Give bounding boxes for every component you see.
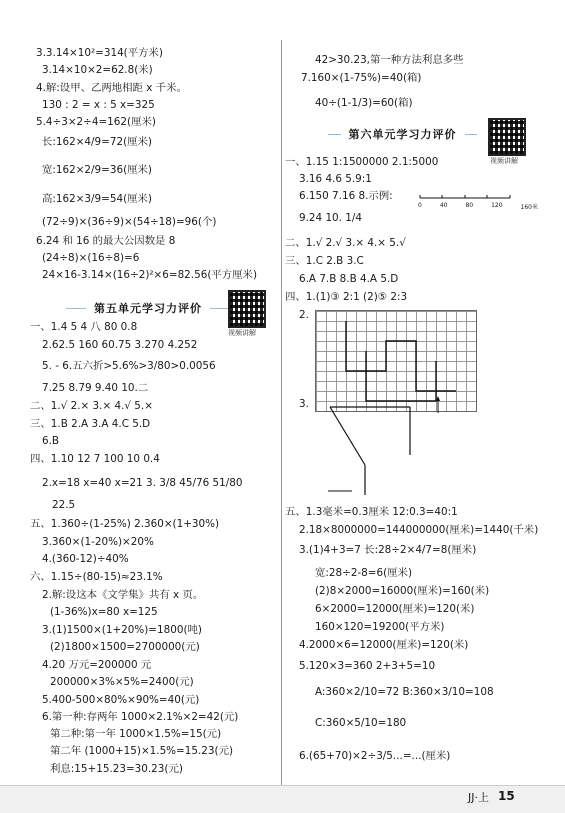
scale-bar [418,192,518,202]
text-line: 2.62.5 160 60.75 3.270 4.252 [42,339,198,351]
text-line: 6.150 7.16 8.示例: [299,190,393,202]
text-line: 200000×3%×5%=2400(元) [50,676,194,688]
text-line: 3.14×10×2=62.8(米) [42,64,153,76]
text-line: 一、1.15 1:1500000 2.1:5000 [285,156,439,168]
text-line: 5.4÷3×2÷4=162(厘米) [36,116,156,128]
text-line: 3.360×(1-20%)×20% [42,536,154,548]
text-line: 2. [299,309,309,321]
text-line: 7.25 8.79 9.40 10.二 [42,382,149,394]
text-line: A:360×2/10=72 B:360×3/10=108 [315,686,494,698]
text-line: (2)8×2000=16000(厘米)=160(米) [315,585,490,597]
text-line: (24÷8)×(16÷8)=6 [42,252,140,264]
text-line: 三、1.B 2.A 3.A 4.C 5.D [30,418,151,430]
text-line: 6.(65+70)×2÷3/5...=...(厘米) [299,750,451,762]
text-line: 4.20 万元=200000 元 [42,659,152,671]
text-line: 宽:162×2/9=36(厘米) [42,164,152,176]
text-line: 2.x=18 x=40 x=21 3. 3/8 45/76 51/80 [42,477,243,489]
text-line: 6×2000=12000(厘米)=120(米) [315,603,475,615]
section-title-unit6: 第六单元学习力评价 [320,123,485,145]
text-line: 160×120=19200(平方米) [315,621,445,633]
text-line: 长:162×4/9=72(厘米) [42,136,152,148]
text-line: 6.第一种:存两年 1000×2.1%×2=42(元) [42,711,239,723]
text-line: 3.3.14×10²=314(平方米) [36,47,163,59]
text-line: 四、1.10 12 7 100 10 0.4 [30,453,160,465]
text-line: 3.16 4.6 5.9:1 [299,173,372,185]
text-line: 2.解:设这本《文学集》共有 x 页。 [42,589,204,601]
text-line: 3.(1)4+3=7 长:28÷2×4/7=8(厘米) [299,544,477,556]
text-line: 40÷(1-1/3)=60(箱) [315,97,413,109]
text-line: 5.120×3=360 2+3+5=10 [299,660,436,672]
qr-code-icon [488,118,526,156]
qr-caption: 视频讲解 [490,157,518,165]
text-line: 24×16-3.14×(16÷2)²×6=82.56(平方厘米) [42,269,257,281]
page-mark: JJ·上 [468,791,489,804]
text-line: 3. [299,398,309,410]
text-line: (72÷9)×(36÷9)×(54÷18)=96(个) [42,216,217,228]
column-divider [281,40,282,785]
text-line: 三、1.C 2.B 3.C [285,255,364,267]
qr-caption: 视频讲解 [228,329,256,337]
text-line: 6.A 7.B 8.B 4.A 5.D [299,273,399,285]
text-line: 9.24 10. 1/4 [299,212,362,224]
text-line: 4.解:设甲、乙两地相距 x 千米。 [36,82,187,94]
text-line: 2.18×8000000=144000000(厘米)=1440(千米) [299,524,539,536]
scale-label: 0 [418,202,422,209]
section-title-unit5: 第五单元学习力评价 [58,297,238,319]
page-number: 15 [498,789,515,803]
text-line: 7.160×(1-75%)=40(箱) [301,72,422,84]
text-line: 6.B [42,435,60,447]
text-line: C:360×5/10=180 [315,717,407,729]
text-line: (1-36%)x=80 x=125 [50,606,158,618]
text-line: 高:162×3/9=54(厘米) [42,193,152,205]
text-line: 3.(1)1500×(1+20%)=1800(吨) [42,624,202,636]
scale-label: 40 [439,202,448,209]
scale-labels [418,202,538,211]
scale-label: 120 [491,202,503,209]
text-line: 第二种:第一年 1000×1.5%=15(元) [50,728,222,740]
text-line: 42>30.23,第一种方法利息多些 [315,54,464,66]
text-line: 5. - 6.五六折>5.6%>3/80>0.0056 [42,360,216,372]
qr-code-icon [228,290,266,328]
scale-label: 160米 [520,204,538,211]
text-line: 第二年 (1000+15)×1.5%=15.23(元) [50,745,234,757]
text-line: 五、1.3毫米=0.3厘米 12:0.3=40:1 [285,506,458,518]
text-line: 利息:15+15.23=30.23(元) [50,763,183,775]
text-line: 5.400-500×80%×90%=40(元) [42,694,200,706]
scale-label: 80 [465,202,474,209]
text-line: 宽:28÷2-8=6(厘米) [315,567,412,579]
text-line: 4.(360-12)÷40% [42,553,129,565]
text-line: 五、1.360÷(1-25%) 2.360×(1+30%) [30,518,220,530]
text-line: 一、1.4 5 4 八 80 0.8 [30,321,138,333]
text-line: 二、1.√ 2.× 3.× 4.√ 5.× [30,400,153,412]
text-line: (2)1800×1500=2700000(元) [50,641,200,653]
text-line: 6.24 和 16 的最大公因数是 8 [36,235,176,247]
text-line: 二、1.√ 2.√ 3.× 4.× 5.√ [285,237,406,249]
text-line: 130 : 2 = x : 5 x=325 [42,99,155,111]
text-line: 六、1.15÷(80-15)≈23.1% [30,571,163,583]
text-line: 22.5 [52,499,76,511]
route-map-diagram [310,395,460,505]
text-line: 4.2000×6=12000(厘米)=120(米) [299,639,469,651]
text-line: 四、1.(1)③ 2:1 (2)⑤ 2:3 [285,291,408,303]
